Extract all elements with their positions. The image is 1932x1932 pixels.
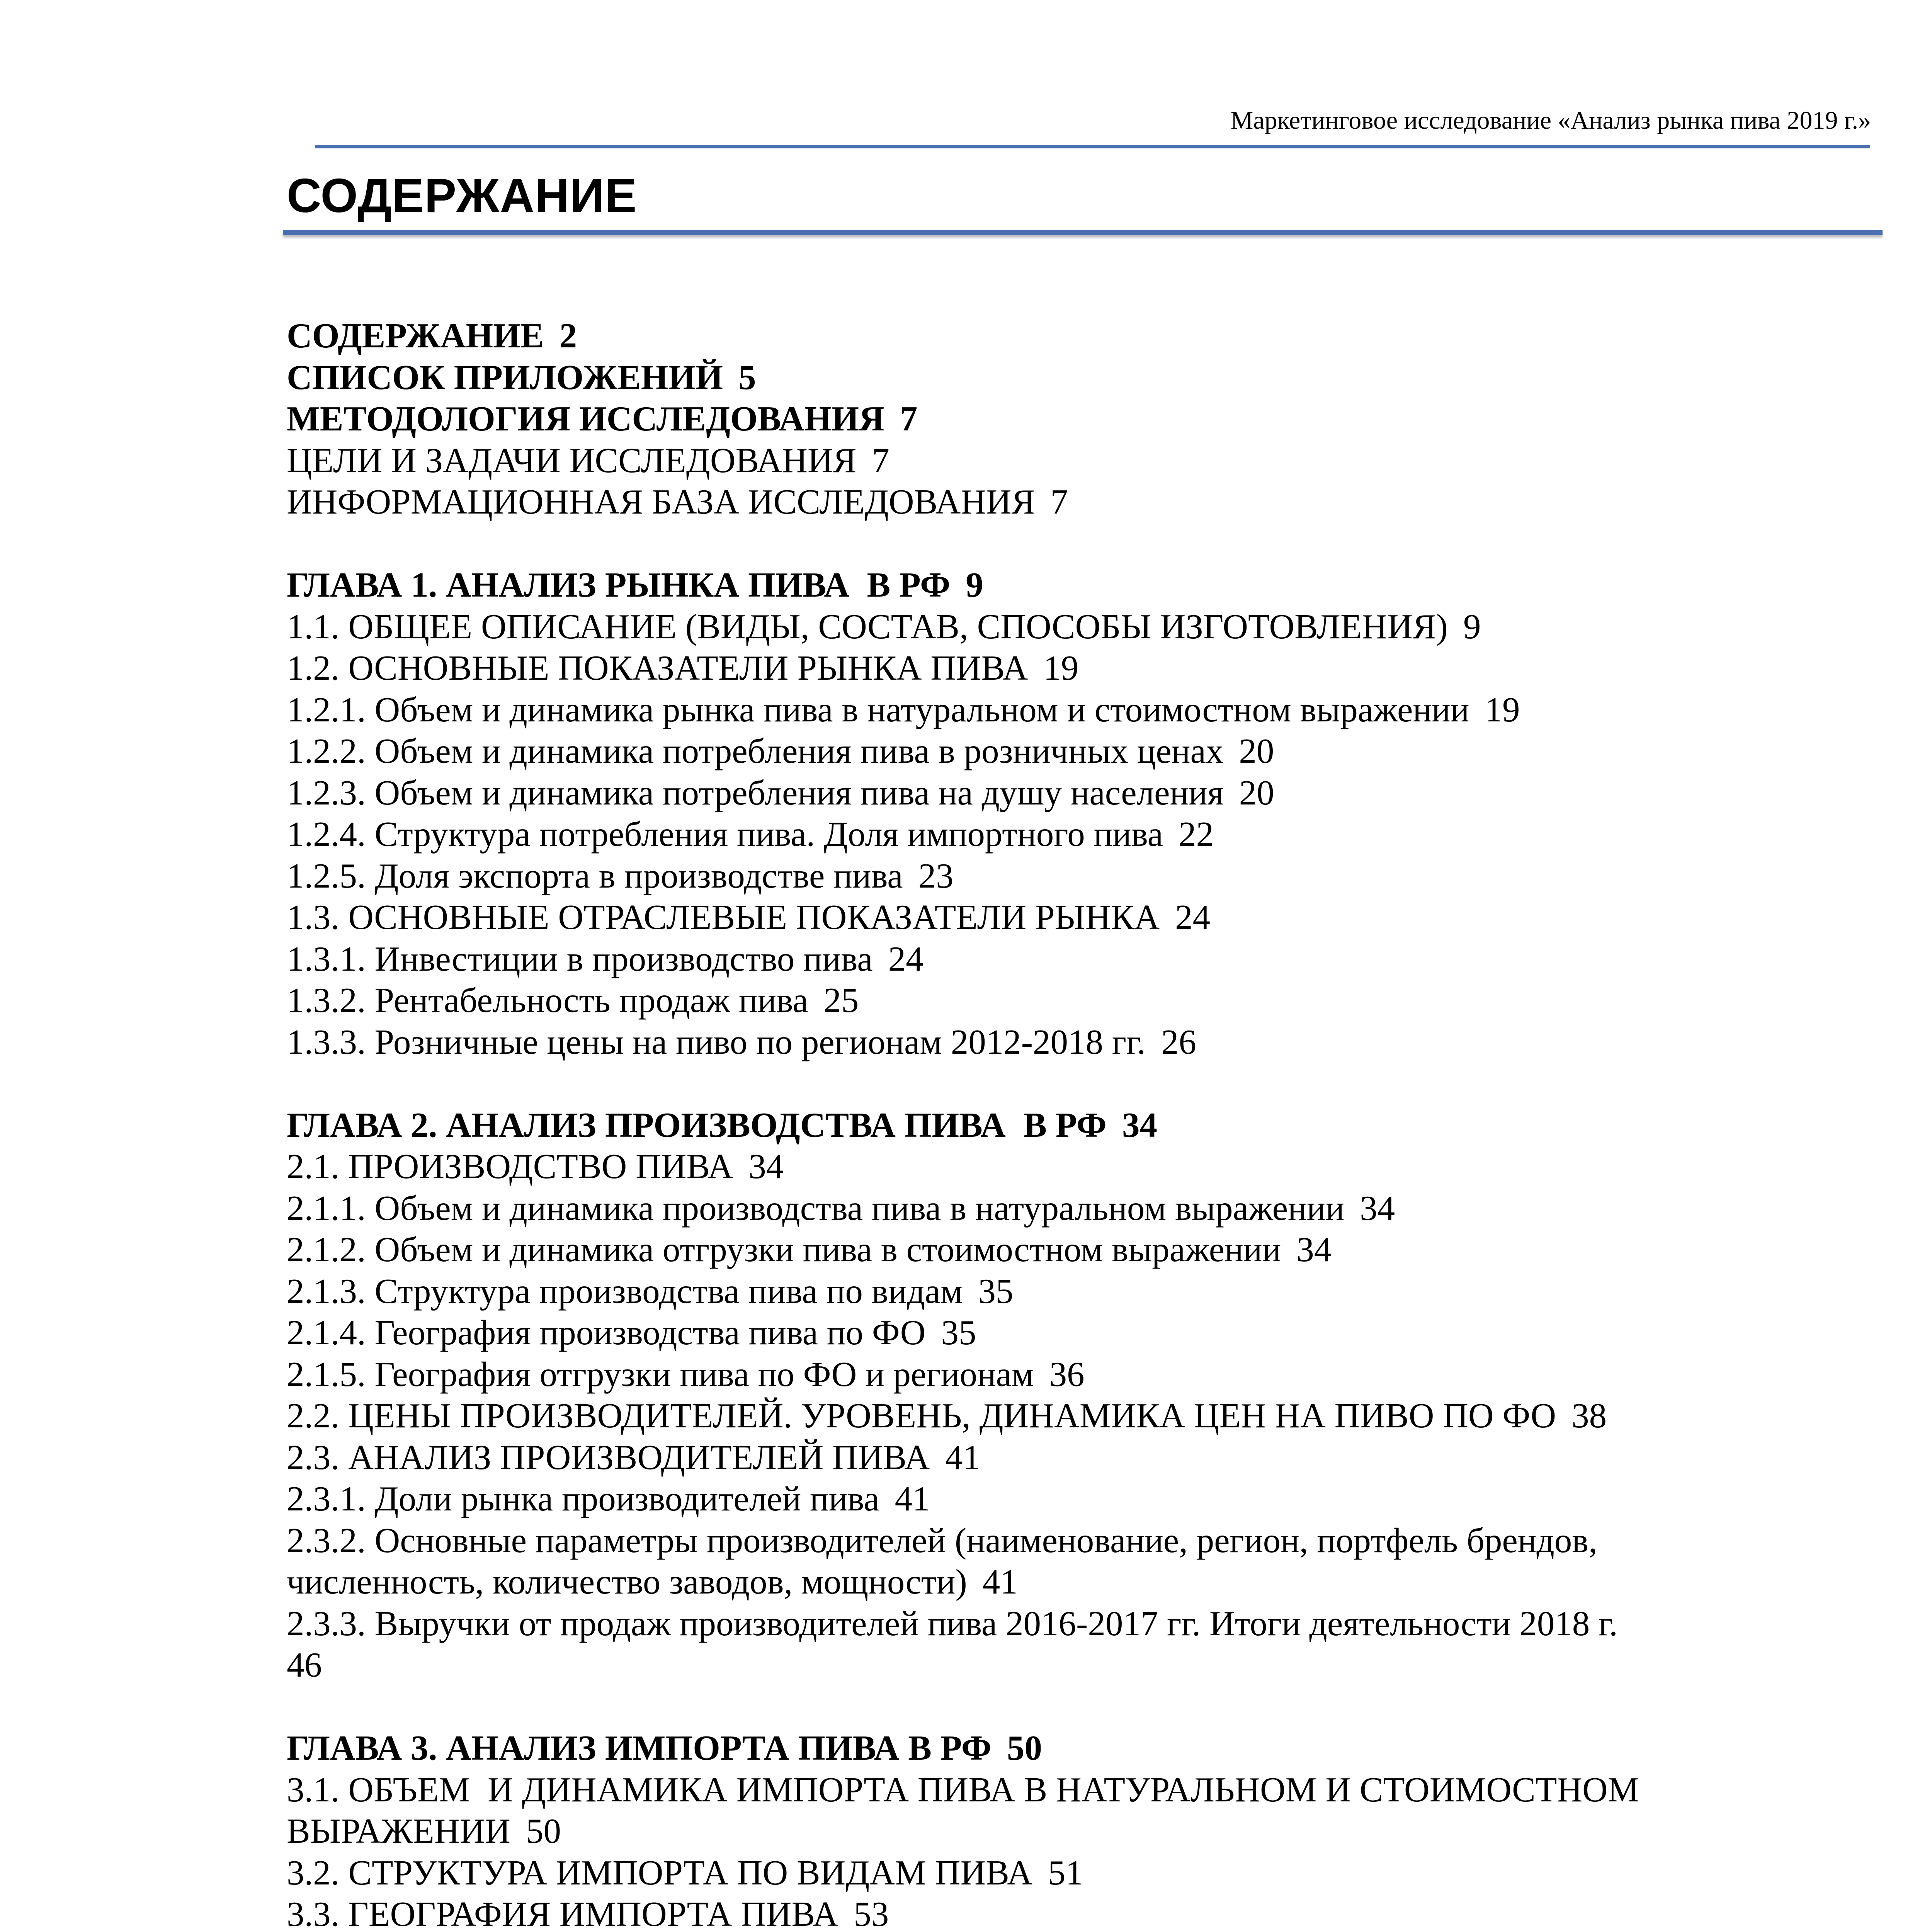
- toc-entry[interactable]: [287, 1270, 1879, 1312]
- toc-entry-title: 1.2.5. Доля экспорта в производстве пива: [287, 856, 903, 895]
- toc-entry-page: 35: [941, 1313, 976, 1352]
- toc-entry-page: 19: [1043, 648, 1079, 687]
- toc-entry-title: СПИСОК ПРИЛОЖЕНИЙ: [287, 357, 723, 397]
- toc-entry-title: 2.1. ПРОИЗВОДСТВО ПИВА: [287, 1147, 733, 1186]
- toc-entry-title: 2.1.3. Структура производства пива по видам: [287, 1271, 963, 1311]
- toc-entry-title: 2.3.2. Основные параметры производителей (наименование, регион, портфель брендов, численность, количество заводов, мощности): [287, 1520, 1597, 1601]
- toc-entry-title: 1.2.1. Объем и динамика рынка пива в натуральном и стоимостном выражении: [287, 690, 1469, 729]
- toc-entry[interactable]: [287, 481, 1879, 523]
- toc-entry-title: МЕТОДОЛОГИЯ ИССЛЕДОВАНИЯ: [287, 399, 884, 438]
- toc-entry-page: 23: [918, 856, 954, 895]
- toc-entry[interactable]: [287, 1893, 1879, 1932]
- toc-entry[interactable]: [287, 1395, 1879, 1437]
- toc-entry-title: 2.3. АНАЛИЗ ПРОИЗВОДИТЕЛЕЙ ПИВА: [287, 1437, 930, 1477]
- toc-chapter-entry[interactable]: [287, 357, 1879, 398]
- toc-chapter-entry[interactable]: [287, 1727, 1879, 1769]
- toc-entry-title: 1.3.3. Розничные цены на пиво по регионам 2012-2018 гг.: [287, 1022, 1146, 1061]
- toc-entry-page: 7: [900, 399, 918, 438]
- toc-entry-page: 41: [982, 1562, 1018, 1601]
- toc-chapter-entry[interactable]: [287, 315, 1879, 357]
- toc-entry-title: 1.3.1. Инвестиции в производство пива: [287, 939, 873, 978]
- toc-entry-page: 34: [1122, 1105, 1157, 1145]
- page-title: СОДЕРЖАНИЕ: [287, 169, 637, 223]
- toc-entry-page: 7: [1050, 482, 1068, 521]
- toc-entry-title: 2.1.5. География отгрузки пива по ФО и регионам: [287, 1354, 1034, 1394]
- header-divider: [315, 145, 1870, 148]
- toc-entry-page: 22: [1179, 815, 1214, 854]
- toc-entry-page: 46: [287, 1645, 322, 1684]
- toc-entry[interactable]: [287, 1437, 1879, 1478]
- toc-entry-title: ИНФОРМАЦИОННАЯ БАЗА ИССЛЕДОВАНИЯ: [287, 482, 1035, 521]
- toc-entry-page: 20: [1239, 773, 1274, 812]
- toc-chapter-entry[interactable]: [287, 1104, 1879, 1146]
- toc-entry-title: 2.1.1. Объем и динамика производства пива в натуральном выражении: [287, 1188, 1345, 1228]
- toc-entry-page: 34: [1360, 1188, 1395, 1228]
- toc-entry-page: 5: [738, 357, 756, 397]
- title-divider: [283, 230, 1883, 235]
- toc-entry-page: 35: [978, 1271, 1014, 1311]
- toc-entry-page: 36: [1049, 1354, 1085, 1394]
- toc-entry-page: 34: [748, 1147, 784, 1186]
- toc-entry-title: 1.2. ОСНОВНЫЕ ПОКАЗАТЕЛИ РЫНКА ПИВА: [287, 648, 1028, 687]
- toc-entry-page: 50: [526, 1811, 561, 1850]
- toc-entry-title: 2.1.4. География производства пива по ФО: [287, 1313, 926, 1352]
- toc-entry-title: 3.1. ОБЪЕМ И ДИНАМИКА ИМПОРТА ПИВА В НАТУРАЛЬНОМ И СТОИМОСТНОМ ВЫРАЖЕНИИ: [287, 1770, 1639, 1850]
- toc-entry-page: 41: [945, 1437, 981, 1477]
- toc-entry-title: СОДЕРЖАНИЕ: [287, 316, 544, 355]
- toc-entry-page: 9: [1463, 607, 1481, 646]
- table-of-contents: [287, 315, 1879, 1932]
- toc-entry[interactable]: [287, 1603, 1879, 1686]
- toc-entry-title: 1.2.4. Структура потребления пива. Доля импортного пива: [287, 815, 1163, 854]
- toc-entry-title: 1.3. ОСНОВНЫЕ ОТРАСЛЕВЫЕ ПОКАЗАТЕЛИ РЫНКА: [287, 898, 1160, 937]
- toc-spacer: [287, 1063, 1879, 1104]
- toc-entry-page: 24: [888, 939, 923, 978]
- toc-entry-title: 1.3.2. Рентабельность продаж пива: [287, 981, 808, 1020]
- toc-chapter-entry[interactable]: [287, 564, 1879, 606]
- toc-entry[interactable]: [287, 1478, 1879, 1520]
- toc-entry[interactable]: [287, 855, 1879, 897]
- toc-entry[interactable]: [287, 1146, 1879, 1187]
- toc-entry[interactable]: [287, 1312, 1879, 1354]
- toc-entry[interactable]: [287, 1187, 1879, 1229]
- toc-entry-title: ГЛАВА 3. АНАЛИЗ ИМПОРТА ПИВА В РФ: [287, 1728, 992, 1767]
- toc-entry[interactable]: [287, 1021, 1879, 1063]
- toc-entry-title: ГЛАВА 1. АНАЛИЗ РЫНКА ПИВА В РФ: [287, 565, 951, 604]
- toc-entry-page: 26: [1161, 1022, 1196, 1061]
- toc-entry-title: ЦЕЛИ И ЗАДАЧИ ИССЛЕДОВАНИЯ: [287, 440, 857, 480]
- toc-entry-page: 2: [559, 316, 577, 355]
- toc-entry-title: 2.1.2. Объем и динамика отгрузки пива в стоимостном выражении: [287, 1230, 1281, 1269]
- running-header: Маркетинговое исследование «Анализ рынка пива 2019 г.»: [1230, 106, 1871, 134]
- toc-entry-page: 51: [1048, 1853, 1083, 1892]
- toc-entry-title: 2.3.3. Выручки от продаж производителей пива 2016-2017 гг. Итоги деятельности 2018 г.: [287, 1604, 1618, 1643]
- toc-entry-page: 38: [1571, 1396, 1607, 1435]
- toc-entry-page: 25: [823, 981, 859, 1020]
- toc-entry[interactable]: [287, 730, 1879, 772]
- toc-entry[interactable]: [287, 647, 1879, 689]
- toc-entry-page: 41: [895, 1479, 930, 1518]
- toc-entry[interactable]: [287, 1852, 1879, 1894]
- toc-entry-page: 19: [1485, 690, 1520, 729]
- toc-entry[interactable]: [287, 980, 1879, 1021]
- toc-entry-title: 1.2.3. Объем и динамика потребления пива на душу населения: [287, 773, 1224, 812]
- toc-chapter-entry[interactable]: [287, 398, 1879, 440]
- toc-entry-page: 7: [872, 440, 889, 480]
- toc-entry-page: 34: [1296, 1230, 1332, 1269]
- toc-spacer: [287, 523, 1879, 565]
- toc-entry-title: 1.2.2. Объем и динамика потребления пива в розничных ценах: [287, 731, 1224, 770]
- toc-entry-page: 24: [1175, 898, 1211, 937]
- toc-entry[interactable]: [287, 772, 1879, 814]
- toc-entry[interactable]: [287, 440, 1879, 481]
- toc-entry-title: 2.3.1. Доли рынка производителей пива: [287, 1479, 879, 1518]
- toc-entry-title: 3.2. СТРУКТУРА ИМПОРТА ПО ВИДАМ ПИВА: [287, 1853, 1032, 1892]
- toc-entry-page: 50: [1007, 1728, 1042, 1767]
- toc-entry[interactable]: [287, 1229, 1879, 1270]
- toc-entry[interactable]: [287, 606, 1879, 648]
- toc-entry-title: ГЛАВА 2. АНАЛИЗ ПРОИЗВОДСТВА ПИВА В РФ: [287, 1105, 1107, 1145]
- toc-entry[interactable]: [287, 896, 1879, 938]
- toc-entry[interactable]: [287, 1769, 1879, 1852]
- toc-entry-page: 53: [854, 1895, 889, 1932]
- toc-entry-title: 3.3. ГЕОГРАФИЯ ИМПОРТА ПИВА: [287, 1895, 838, 1932]
- toc-entry[interactable]: [287, 938, 1879, 980]
- toc-entry[interactable]: [287, 689, 1879, 731]
- toc-entry[interactable]: [287, 813, 1879, 855]
- toc-entry-page: 9: [966, 565, 983, 604]
- toc-entry-title: 1.1. ОБЩЕЕ ОПИСАНИЕ (ВИДЫ, СОСТАВ, СПОСОБЫ ИЗГОТОВЛЕНИЯ): [287, 607, 1448, 646]
- toc-entry[interactable]: [287, 1520, 1879, 1603]
- toc-entry-page: 20: [1239, 731, 1274, 770]
- toc-spacer: [287, 1686, 1879, 1728]
- toc-entry-title: 2.2. ЦЕНЫ ПРОИЗВОДИТЕЛЕЙ. УРОВЕНЬ, ДИНАМИКА ЦЕН НА ПИВО ПО ФО: [287, 1396, 1556, 1435]
- toc-entry[interactable]: [287, 1354, 1879, 1395]
